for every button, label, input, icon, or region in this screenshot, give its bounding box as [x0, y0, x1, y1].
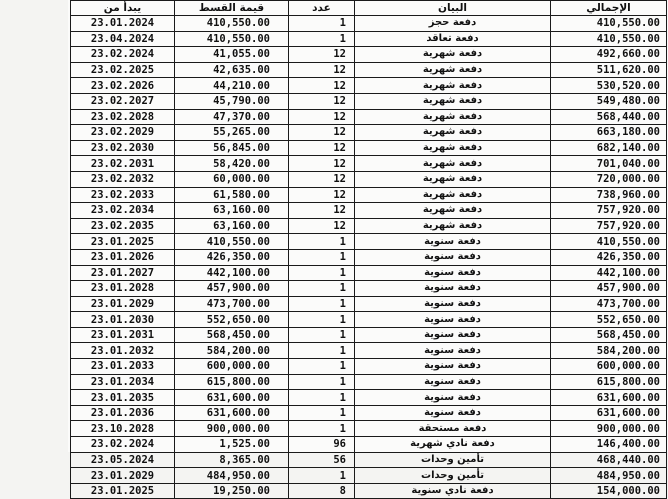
cell-description: تأمين وحدات	[355, 468, 551, 484]
cell-installment-amount: 600,000.00	[175, 359, 289, 375]
cell-total: 900,000.00	[551, 421, 667, 437]
header-count: عدد	[289, 1, 355, 16]
cell-total: 701,040.00	[551, 156, 667, 172]
cell-start-date: 23.01.2024	[71, 16, 175, 32]
table-row	[71, 218, 667, 234]
table-row	[71, 140, 667, 156]
cell-start-date: 23.01.2035	[71, 390, 175, 406]
cell-start-date: 23.01.2026	[71, 249, 175, 265]
cell-description: دفعة سنوية	[355, 390, 551, 406]
cell-count: 12	[289, 156, 355, 172]
table-row	[71, 16, 667, 32]
cell-start-date: 23.02.2030	[71, 140, 175, 156]
table-body	[71, 16, 667, 499]
cell-total: 492,660.00	[551, 47, 667, 63]
cell-installment-amount: 1,525.00	[175, 437, 289, 453]
table-header-row	[71, 1, 667, 16]
cell-description: دفعة سنوية	[355, 374, 551, 390]
cell-total: 600,000.00	[551, 359, 667, 375]
header-installment-amount: قيمة القسط	[175, 1, 289, 16]
cell-total: 410,550.00	[551, 16, 667, 32]
cell-count: 1	[289, 31, 355, 47]
cell-total: 584,200.00	[551, 343, 667, 359]
table-row	[71, 171, 667, 187]
cell-total: 457,900.00	[551, 281, 667, 297]
cell-total: 738,960.00	[551, 187, 667, 203]
cell-count: 12	[289, 140, 355, 156]
table-row	[71, 296, 667, 312]
cell-description: دفعة شهرية	[355, 125, 551, 141]
cell-installment-amount: 60,000.00	[175, 171, 289, 187]
cell-installment-amount: 631,600.00	[175, 390, 289, 406]
cell-installment-amount: 900,000.00	[175, 421, 289, 437]
table-row	[71, 265, 667, 281]
cell-installment-amount: 55,265.00	[175, 125, 289, 141]
header-total: الإجمالي	[551, 1, 667, 16]
table-row	[71, 203, 667, 219]
cell-count: 12	[289, 47, 355, 63]
table-row	[71, 452, 667, 468]
cell-start-date: 23.01.2034	[71, 374, 175, 390]
cell-total: 568,440.00	[551, 109, 667, 125]
cell-total: 615,800.00	[551, 374, 667, 390]
cell-start-date: 23.10.2028	[71, 421, 175, 437]
cell-installment-amount: 8,365.00	[175, 452, 289, 468]
cell-total: 682,140.00	[551, 140, 667, 156]
cell-start-date: 23.01.2032	[71, 343, 175, 359]
cell-start-date: 23.01.2025	[71, 234, 175, 250]
table-row	[71, 78, 667, 94]
cell-installment-amount: 457,900.00	[175, 281, 289, 297]
cell-description: دفعة حجز	[355, 16, 551, 32]
cell-start-date: 23.02.2031	[71, 156, 175, 172]
table-row	[71, 234, 667, 250]
cell-description: دفعة سنوية	[355, 327, 551, 343]
cell-installment-amount: 63,160.00	[175, 218, 289, 234]
cell-description: دفعة شهرية	[355, 47, 551, 63]
cell-description: دفعة شهرية	[355, 109, 551, 125]
cell-total: 468,440.00	[551, 452, 667, 468]
header-description: البيان	[355, 1, 551, 16]
cell-installment-amount: 19,250.00	[175, 483, 289, 499]
table-row	[71, 281, 667, 297]
cell-installment-amount: 58,420.00	[175, 156, 289, 172]
cell-start-date: 23.02.2025	[71, 62, 175, 78]
table-row	[71, 359, 667, 375]
table-row	[71, 249, 667, 265]
cell-total: 154,000.00	[551, 483, 667, 499]
cell-count: 12	[289, 203, 355, 219]
cell-total: 410,550.00	[551, 234, 667, 250]
cell-installment-amount: 568,450.00	[175, 327, 289, 343]
cell-total: 442,100.00	[551, 265, 667, 281]
cell-description: دفعة شهرية	[355, 218, 551, 234]
cell-count: 1	[289, 405, 355, 421]
table-row	[71, 327, 667, 343]
cell-count: 12	[289, 218, 355, 234]
cell-count: 8	[289, 483, 355, 499]
table-row	[71, 156, 667, 172]
cell-installment-amount: 45,790.00	[175, 93, 289, 109]
cell-start-date: 23.02.2027	[71, 93, 175, 109]
document-sheet	[68, 0, 668, 498]
cell-installment-amount: 473,700.00	[175, 296, 289, 312]
table-row	[71, 31, 667, 47]
table-row	[71, 483, 667, 499]
cell-description: دفعة سنوية	[355, 234, 551, 250]
cell-total: 549,480.00	[551, 93, 667, 109]
cell-count: 1	[289, 16, 355, 32]
cell-count: 1	[289, 374, 355, 390]
cell-count: 12	[289, 171, 355, 187]
payment-schedule-table	[70, 0, 667, 499]
cell-description: دفعة سنوية	[355, 405, 551, 421]
cell-start-date: 23.02.2024	[71, 47, 175, 63]
table-row	[71, 93, 667, 109]
cell-description: دفعة سنوية	[355, 249, 551, 265]
cell-start-date: 23.04.2024	[71, 31, 175, 47]
cell-count: 1	[289, 343, 355, 359]
cell-installment-amount: 47,370.00	[175, 109, 289, 125]
table-row	[71, 109, 667, 125]
cell-start-date: 23.02.2024	[71, 437, 175, 453]
cell-total: 473,700.00	[551, 296, 667, 312]
cell-count: 1	[289, 265, 355, 281]
cell-start-date: 23.02.2035	[71, 218, 175, 234]
table-row	[71, 312, 667, 328]
cell-count: 1	[289, 359, 355, 375]
cell-installment-amount: 584,200.00	[175, 343, 289, 359]
cell-count: 12	[289, 109, 355, 125]
cell-description: دفعة شهرية	[355, 156, 551, 172]
cell-start-date: 23.02.2034	[71, 203, 175, 219]
cell-count: 12	[289, 93, 355, 109]
cell-description: دفعة تعاقد	[355, 31, 551, 47]
cell-description: دفعة شهرية	[355, 62, 551, 78]
cell-description: دفعة نادي سنوية	[355, 483, 551, 499]
cell-start-date: 23.01.2036	[71, 405, 175, 421]
table-row	[71, 405, 667, 421]
cell-total: 757,920.00	[551, 218, 667, 234]
cell-start-date: 23.01.2028	[71, 281, 175, 297]
cell-description: دفعة سنوية	[355, 359, 551, 375]
cell-count: 1	[289, 390, 355, 406]
cell-installment-amount: 442,100.00	[175, 265, 289, 281]
cell-start-date: 23.02.2029	[71, 125, 175, 141]
cell-total: 568,450.00	[551, 327, 667, 343]
cell-description: دفعة شهرية	[355, 93, 551, 109]
cell-total: 757,920.00	[551, 203, 667, 219]
cell-count: 12	[289, 78, 355, 94]
cell-description: دفعة سنوية	[355, 265, 551, 281]
cell-count: 1	[289, 312, 355, 328]
header-start-date: يبدأ من	[71, 1, 175, 16]
cell-total: 410,550.00	[551, 31, 667, 47]
cell-start-date: 23.01.2029	[71, 296, 175, 312]
cell-installment-amount: 410,550.00	[175, 31, 289, 47]
cell-description: دفعة سنوية	[355, 343, 551, 359]
cell-total: 663,180.00	[551, 125, 667, 141]
cell-description: دفعة شهرية	[355, 171, 551, 187]
cell-description: دفعة مستحقة	[355, 421, 551, 437]
cell-count: 1	[289, 468, 355, 484]
cell-description: دفعة شهرية	[355, 187, 551, 203]
cell-installment-amount: 41,055.00	[175, 47, 289, 63]
cell-total: 426,350.00	[551, 249, 667, 265]
table-row	[71, 374, 667, 390]
cell-start-date: 23.01.2030	[71, 312, 175, 328]
cell-start-date: 23.01.2025	[71, 483, 175, 499]
cell-installment-amount: 426,350.00	[175, 249, 289, 265]
cell-installment-amount: 484,950.00	[175, 468, 289, 484]
cell-total: 530,520.00	[551, 78, 667, 94]
cell-total: 631,600.00	[551, 405, 667, 421]
cell-count: 1	[289, 327, 355, 343]
cell-installment-amount: 44,210.00	[175, 78, 289, 94]
cell-start-date: 23.01.2027	[71, 265, 175, 281]
cell-total: 720,000.00	[551, 171, 667, 187]
cell-total: 631,600.00	[551, 390, 667, 406]
cell-description: دفعة شهرية	[355, 203, 551, 219]
table-row	[71, 125, 667, 141]
cell-count: 1	[289, 281, 355, 297]
cell-installment-amount: 615,800.00	[175, 374, 289, 390]
table-row	[71, 390, 667, 406]
cell-total: 146,400.00	[551, 437, 667, 453]
cell-installment-amount: 410,550.00	[175, 16, 289, 32]
cell-installment-amount: 410,550.00	[175, 234, 289, 250]
cell-total: 484,950.00	[551, 468, 667, 484]
cell-start-date: 23.01.2033	[71, 359, 175, 375]
cell-start-date: 23.02.2033	[71, 187, 175, 203]
cell-installment-amount: 42,635.00	[175, 62, 289, 78]
table-row	[71, 437, 667, 453]
table-row	[71, 343, 667, 359]
cell-description: دفعة نادي شهرية	[355, 437, 551, 453]
table-row	[71, 47, 667, 63]
cell-count: 12	[289, 187, 355, 203]
table-row	[71, 187, 667, 203]
cell-description: تأمين وحدات	[355, 452, 551, 468]
cell-start-date: 23.02.2032	[71, 171, 175, 187]
cell-count: 1	[289, 249, 355, 265]
cell-count: 56	[289, 452, 355, 468]
cell-description: دفعة سنوية	[355, 281, 551, 297]
cell-installment-amount: 56,845.00	[175, 140, 289, 156]
cell-installment-amount: 63,160.00	[175, 203, 289, 219]
cell-description: دفعة شهرية	[355, 140, 551, 156]
table-row	[71, 421, 667, 437]
cell-count: 12	[289, 125, 355, 141]
cell-count: 1	[289, 421, 355, 437]
cell-count: 96	[289, 437, 355, 453]
cell-total: 552,650.00	[551, 312, 667, 328]
cell-total: 511,620.00	[551, 62, 667, 78]
cell-description: دفعة سنوية	[355, 296, 551, 312]
cell-start-date: 23.02.2028	[71, 109, 175, 125]
cell-start-date: 23.01.2031	[71, 327, 175, 343]
cell-count: 12	[289, 62, 355, 78]
cell-installment-amount: 631,600.00	[175, 405, 289, 421]
table-row	[71, 62, 667, 78]
table-row	[71, 468, 667, 484]
cell-start-date: 23.02.2026	[71, 78, 175, 94]
cell-count: 1	[289, 296, 355, 312]
cell-description: دفعة شهرية	[355, 78, 551, 94]
cell-count: 1	[289, 234, 355, 250]
cell-start-date: 23.01.2029	[71, 468, 175, 484]
cell-installment-amount: 61,580.00	[175, 187, 289, 203]
cell-description: دفعة سنوية	[355, 312, 551, 328]
cell-start-date: 23.05.2024	[71, 452, 175, 468]
cell-installment-amount: 552,650.00	[175, 312, 289, 328]
